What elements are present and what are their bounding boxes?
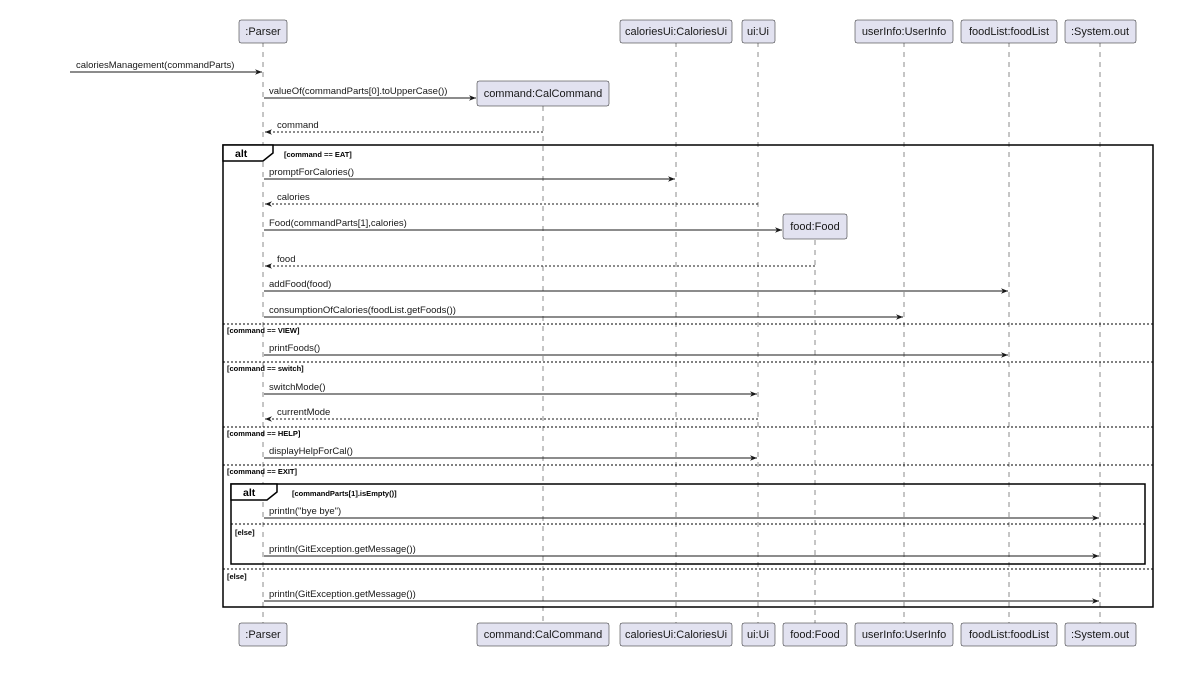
svg-text::Parser: :Parser [245, 629, 281, 641]
participants-bottom [239, 623, 1136, 646]
svg-text:caloriesManagement(commandPart: caloriesManagement(commandParts) [76, 60, 235, 71]
msg-println-exception-inner [264, 544, 1099, 556]
svg-text::System.out: :System.out [1070, 629, 1130, 641]
msg-println-exception-outer [264, 589, 1099, 601]
msg-displayHelpForCal [264, 446, 757, 458]
msg-return-calories [265, 192, 758, 204]
guard-switch: [command == switch] [227, 364, 304, 373]
participant-userInfo-top [855, 20, 953, 43]
participant-caloriesUi-bottom [620, 623, 732, 646]
svg-text:addFood(food): addFood(food) [269, 279, 332, 290]
svg-text:caloriesUi:CaloriesUi: caloriesUi:CaloriesUi [624, 26, 728, 38]
svg-text::Parser: :Parser [245, 26, 281, 38]
messages [70, 60, 1099, 601]
participant-foodList-bottom [961, 623, 1057, 646]
svg-text:currentMode: currentMode [277, 407, 331, 418]
msg-promptForCalories [264, 167, 675, 179]
participant-sysout-top [1065, 20, 1136, 43]
participant-command-created [477, 81, 609, 106]
participant-caloriesUi-top [620, 20, 732, 43]
participant-food-created [783, 214, 847, 239]
svg-text:println(GitException.getMessag: println(GitException.getMessage()) [269, 544, 416, 555]
outer-alt-fragment [223, 145, 1153, 607]
guard-help: [command == HELP] [227, 429, 301, 438]
svg-text::System.out: :System.out [1070, 26, 1130, 38]
guard-exit: [command == EXIT] [227, 467, 298, 476]
svg-text:userInfo:UserInfo: userInfo:UserInfo [861, 629, 947, 641]
guard-isempty: [commandParts[1].isEmpty()] [292, 489, 397, 498]
msg-switchMode [264, 382, 757, 394]
participant-ui-top [742, 20, 775, 43]
msg-valueOf [264, 86, 476, 98]
svg-text:foodList:foodList: foodList:foodList [968, 629, 1050, 641]
participant-userInfo-bottom [855, 623, 953, 646]
svg-text:println("bye bye"): println("bye bye") [269, 506, 342, 517]
svg-text:calories: calories [277, 192, 310, 203]
guard-inner-else: [else] [235, 528, 255, 537]
msg-return-currentMode [265, 407, 758, 419]
svg-text:food:Food: food:Food [790, 221, 840, 233]
participant-sysout-bottom [1065, 623, 1136, 646]
participant-food-bottom [783, 623, 847, 646]
msg-println-byebye [264, 506, 1099, 518]
participant-parser-top [239, 20, 287, 43]
svg-text:foodList:foodList: foodList:foodList [968, 26, 1050, 38]
svg-text:command:CalCommand: command:CalCommand [483, 629, 603, 641]
svg-text:caloriesUi:CaloriesUi: caloriesUi:CaloriesUi [624, 629, 728, 641]
msg-printFoods [264, 343, 1008, 355]
svg-text:promptForCalories(): promptForCalories() [269, 167, 354, 178]
msg-consumptionOfCalories [264, 305, 903, 317]
participant-parser-bottom [239, 623, 287, 646]
guard-view: [command == VIEW] [227, 326, 300, 335]
msg-caloriesManagement [70, 60, 262, 72]
participant-foodList-top [961, 20, 1057, 43]
svg-text:food: food [277, 254, 296, 265]
svg-text:consumptionOfCalories(foodList: consumptionOfCalories(foodList.getFoods()) [269, 305, 456, 316]
msg-Food-create [264, 218, 782, 230]
svg-text:displayHelpForCal(): displayHelpForCal() [269, 446, 353, 457]
svg-text:command:CalCommand: command:CalCommand [483, 88, 603, 100]
participant-command-bottom [477, 623, 609, 646]
svg-text:valueOf(commandParts[0].toUppe: valueOf(commandParts[0].toUpperCase()) [269, 86, 448, 97]
svg-text:println(GitException.getMessag: println(GitException.getMessage()) [269, 589, 416, 600]
guard-outer-else: [else] [227, 572, 247, 581]
guard-eat: [command == EAT] [284, 150, 352, 159]
svg-text:printFoods(): printFoods() [269, 343, 321, 354]
msg-return-food [265, 254, 815, 266]
msg-return-command [265, 120, 543, 132]
inner-alt-operator: alt [243, 487, 256, 499]
lifelines [263, 42, 1100, 624]
participants-top [239, 20, 1136, 239]
outer-alt-operator: alt [235, 148, 248, 160]
svg-text:Food(commandParts[1],calories): Food(commandParts[1],calories) [269, 218, 407, 229]
svg-text:food:Food: food:Food [790, 629, 840, 641]
svg-text:userInfo:UserInfo: userInfo:UserInfo [861, 26, 947, 38]
svg-text:command: command [277, 120, 319, 131]
svg-text:ui:Ui: ui:Ui [746, 26, 770, 38]
msg-addFood [264, 279, 1008, 291]
svg-text:switchMode(): switchMode() [269, 382, 326, 393]
participant-ui-bottom [742, 623, 775, 646]
svg-text:ui:Ui: ui:Ui [746, 629, 770, 641]
